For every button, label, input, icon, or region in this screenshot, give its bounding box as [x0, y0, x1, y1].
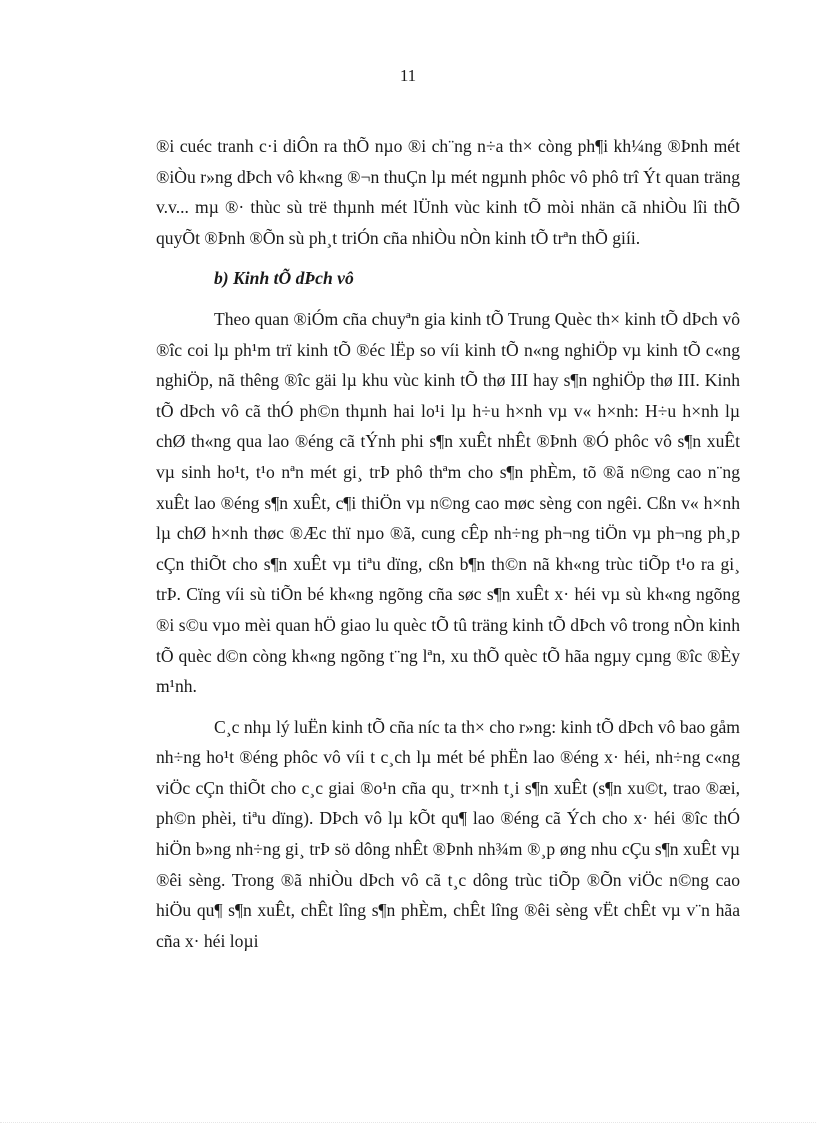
body-paragraph: Theo quan ®iÓm cña chuyªn gia kinh tÕ Trung Quèc th× kinh tÕ dÞch vô ®îc coi lµ ph¹m trï kinh tÕ ®éc lËp so víi kinh tÕ n«ng nghiÖp vµ kinh tÕ c«ng nghiÖp, nã thêng ®îc gäi lµ khu vùc kinh tÕ thø III hay s¶n nghiÖp thø III. Kinh tÕ dÞch vô cã thÓ ph©n thµnh hai lo¹i lµ h÷u h×nh vµ v« h×nh: H÷u h×nh lµ chØ th«ng qua lao ®éng cã tÝnh phi s¶n xuÊt nhÊt ®Þnh ®Ó phôc vô s¶n xuÊt vµ sinh ho¹t, t¹o nªn mét gi¸ trÞ phô thªm cho s¶n phÈm, tõ ®ã n©ng cao n¨ng xuÊt lao ®éng s¶n xuÊt, c¶i thiÖn vµ n©ng cao møc sèng con ngêi. Cßn v« h×nh lµ chØ h×nh thøc ®Æc thï nµo ®ã, cung cÊp nh÷ng ph¬ng tiÖn vµ ph¬ng ph¸p cÇn thiÕt cho s¶n xuÊt vµ tiªu dïng, cßn b¶n th©n nã kh«ng trùc tiÕp t¹o ra gi¸ trÞ. Cïng víi sù tiÕn bé kh«ng ngõng cña søc s¶n xuÊt x· héi vµ sù kh«ng ngõng ®i s©u vµo mèi quan hÖ giao lu quèc tÕ tû träng kinh tÕ dÞch vô trong nÒn kinh tÕ quèc d©n còng kh«ng ngõng t¨ng lªn, xu thÕ quèc tÕ hãa ngµy cµng ®îc ®Èy m¹nh. [156, 308, 740, 697]
page-number: 11 [399, 66, 417, 85]
section-heading: b) Kinh tÕ dÞch vô [214, 268, 354, 289]
intro-paragraph: ®i cuéc tranh c·i diÔn ra thÕ nµo ®i ch¨ng n÷a th× còng ph¶i kh¼ng ®Þnh mét ®iÒu r»ng dÞch vô kh«ng ®¬n thuÇn lµ mét ngµnh phôc vô phô trî Ýt quan träng v.v... mµ ®· thùc sù trë thµnh mét lÜnh vùc kinh tÕ mòi nhän cã nhiÒu lîi thÕ quyÕt ®Þnh ®Õn sù ph¸t triÓn cña nhiÒu nÒn kinh tÕ trªn thÕ giíi. [156, 136, 740, 248]
document-body [156, 131, 740, 956]
body-paragraph: C¸c nhµ lý luËn kinh tÕ cña níc ta th× cho r»ng: kinh tÕ dÞch vô bao gåm nh÷ng ho¹t ®éng phôc vô víi t c¸ch lµ mét bé phËn lao ®éng x· héi, nh÷ng c«ng viÖc cÇn thiÕt cho c¸c giai ®o¹n cña qu¸ tr×nh t¸i s¶n xuÊt (s¶n xu©t, trao ®æi, ph©n phèi, tiªu dïng). DÞch vô lµ kÕt qu¶ lao ®éng cã Ých cho x· héi ®îc thÓ hiÖn b»ng nh÷ng gi¸ trÞ sö dông nhÊt ®Þnh nh¾m ®¸p øng nhu cÇu s¶n xuÊt vµ ®êi sèng. Trong ®ã nhiÒu dÞch vô cã t¸c dông trùc tiÕp ®Õn viÖc n©ng cao hiÖu qu¶ s¶n xuÊt, chÊt lîng s¶n phÈm, chÊt lîng ®êi sèng vËt chÊt vµ v¨n hãa cña x· héi loµi [156, 716, 740, 951]
